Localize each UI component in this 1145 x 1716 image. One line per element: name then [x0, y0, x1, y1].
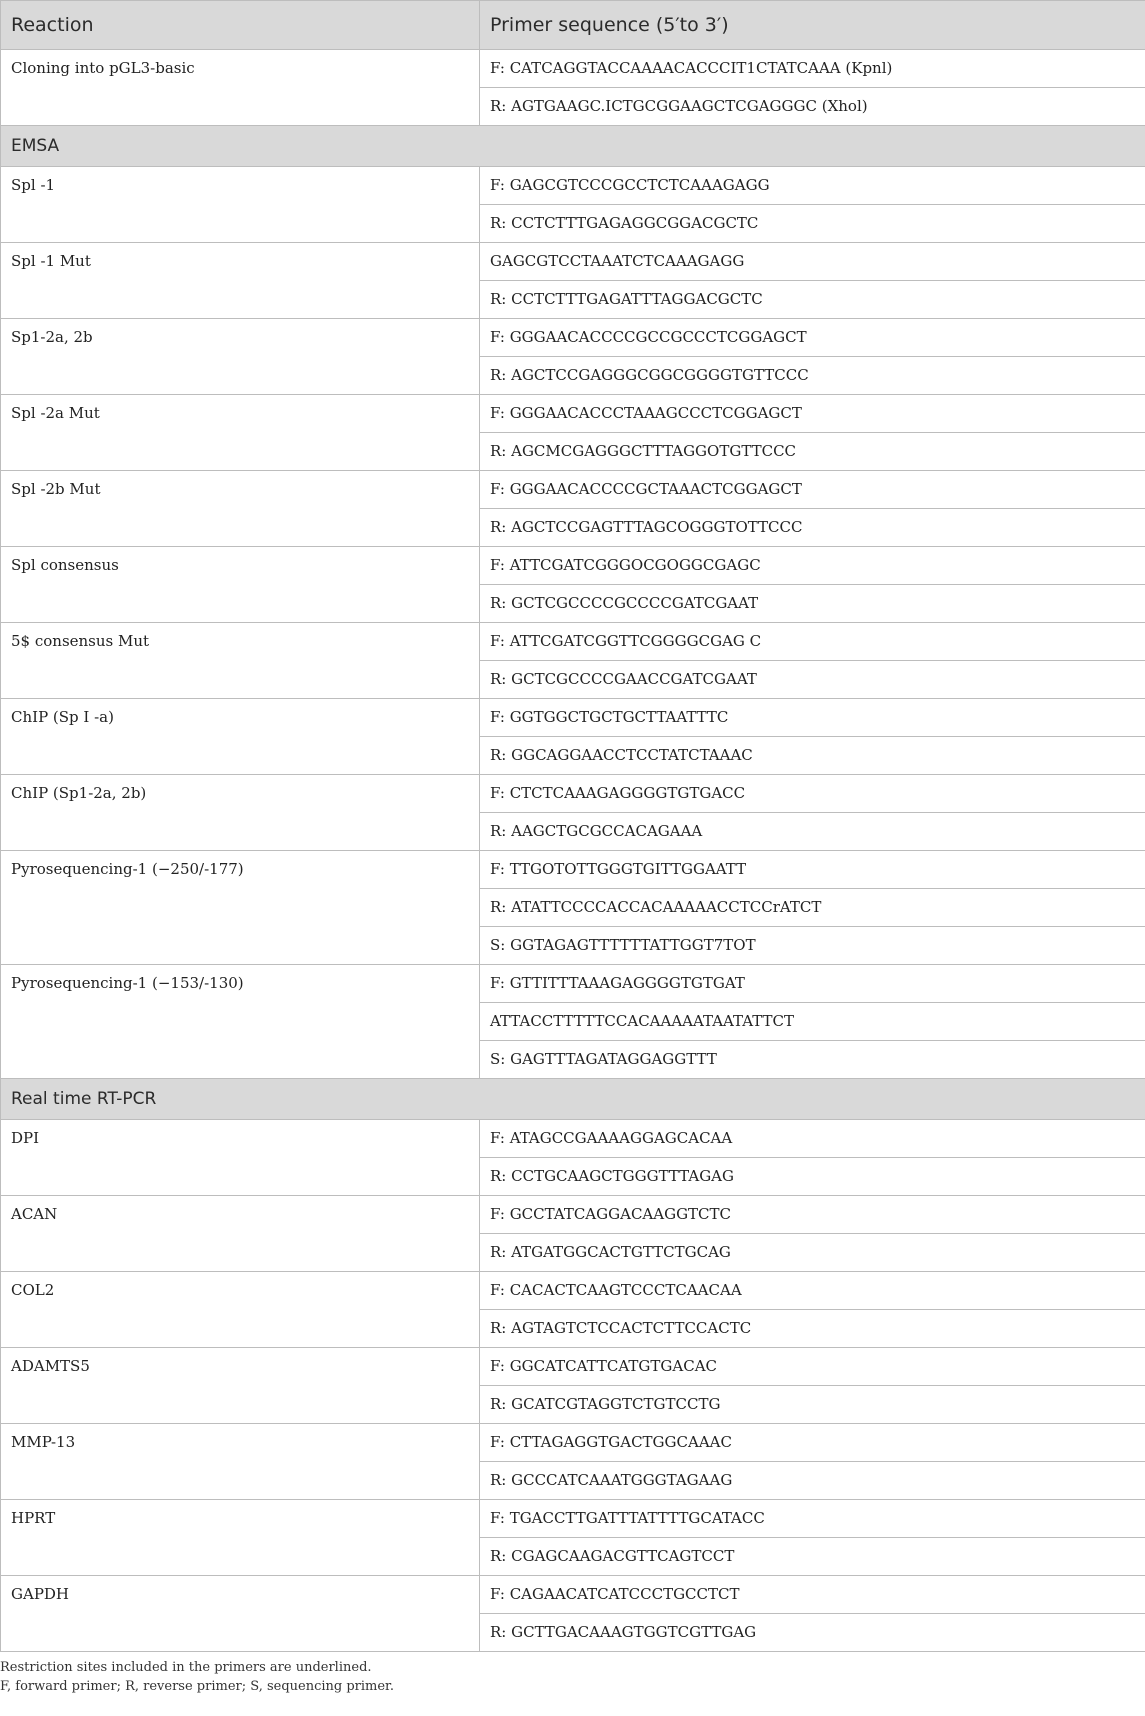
footnote-abbreviations: F, forward primer; R, reverse primer; S, sequencing primer. — [0, 1679, 394, 1694]
table-body — [1, 50, 1145, 1652]
primer-sequence-cell: R: GCATCGTAGGTCTGTCCTG — [480, 1386, 1145, 1424]
table-row — [1, 243, 1145, 281]
table-row — [1, 395, 1145, 433]
primer-sequence-cell: R: GCTCGCCCCGAACCGATCGAAT — [480, 661, 1145, 699]
primer-sequence-cell: ATTACCTTTTTCCACAAAAATAATATTCT — [480, 1003, 1145, 1041]
table-row — [1, 50, 1145, 88]
primer-sequence-cell: R: GCTCGCCCCGCCCCGATCGAAT — [480, 585, 1145, 623]
table-row — [1, 1272, 1145, 1310]
reaction-cell: GAPDH — [1, 1576, 480, 1652]
primer-sequence-cell: R: ATATTCCCCACCACAAAAACCTCCrATCT — [480, 889, 1145, 927]
primer-sequence-cell: R: AGCMCGAGGGCTTTAGGOTGTTCCC — [480, 433, 1145, 471]
primer-sequence-cell: F: GGTGGCTGCTGCTTAATTTC — [480, 699, 1145, 737]
table-row — [1, 547, 1145, 585]
primer-sequence-cell: R: AGCTCCGAGGGCGGCGGGGTGTTCCC — [480, 357, 1145, 395]
primer-sequence-cell: F: GGGAACACCCCGCCGCCCTCGGAGCT — [480, 319, 1145, 357]
primer-sequence-cell: F: GGGAACACCCTAAAGCCCTCGGAGCT — [480, 395, 1145, 433]
table-row — [1, 851, 1145, 889]
primer-sequence-cell: F: GTTITTTAAAGAGGGGTGTGAT — [480, 965, 1145, 1003]
primer-sequence-cell: F: CTCTCAAAGAGGGGTGTGACC — [480, 775, 1145, 813]
reaction-cell: DPI — [1, 1120, 480, 1196]
primer-sequence-cell: R: AGCTCCGAGTTTAGCOGGGTOTTCCC — [480, 509, 1145, 547]
primer-sequence-cell: F: GCCTATCAGGACAAGGTCTC — [480, 1196, 1145, 1234]
primer-sequence-cell: F: ATTCGATCGGGOCGOGGCGAGC — [480, 547, 1145, 585]
table-row — [1, 1424, 1145, 1462]
table-row — [1, 1348, 1145, 1386]
table-row — [1, 1576, 1145, 1614]
reaction-cell: MMP-13 — [1, 1424, 480, 1500]
reaction-cell: ACAN — [1, 1196, 480, 1272]
reaction-cell: Cloning into pGL3-basic — [1, 50, 480, 126]
reaction-cell: Pyrosequencing-1 (−250/-177) — [1, 851, 480, 965]
primer-sequence-cell: S: GAGTTTAGATAGGAGGTTT — [480, 1041, 1145, 1079]
table-row — [1, 471, 1145, 509]
reaction-cell: ADAMTS5 — [1, 1348, 480, 1424]
table-row — [1, 1500, 1145, 1538]
reaction-cell: Pyrosequencing-1 (−153/-130) — [1, 965, 480, 1079]
primer-sequence-cell: R: CCTCTTTGAGATTTAGGACGCTC — [480, 281, 1145, 319]
primer-sequence-cell: F: CATCAGGTACCAAAACACCCIT1CTATCAAA (Kpnl) — [480, 50, 1145, 88]
table-row — [1, 775, 1145, 813]
primer-sequence-cell: F: CAGAACATCATCCCTGCCTCT — [480, 1576, 1145, 1614]
table-row — [1, 965, 1145, 1003]
primer-sequence-cell: R: AAGCTGCGCCACAGAAA — [480, 813, 1145, 851]
primer-sequence-cell: S: GGTAGAGTTTTTTATTGGT7TOT — [480, 927, 1145, 965]
table-row — [1, 167, 1145, 205]
primer-sequence-cell: F: ATTCGATCGGTTCGGGGCGAG C — [480, 623, 1145, 661]
section-row — [1, 126, 1145, 167]
primer-sequence-cell: R: ATGATGGCACTGTTCTGCAG — [480, 1234, 1145, 1272]
primer-sequence-cell: F: CTTAGAGGTGACTGGCAAAC — [480, 1424, 1145, 1462]
reaction-cell: Spl -2a Mut — [1, 395, 480, 471]
primer-sequence-cell: R: GGCAGGAACCTCCTATCTAAAC — [480, 737, 1145, 775]
primer-sequence-cell: R: AGTGAAGC.ICTGCGGAAGCTCGAGGGC (Xhol) — [480, 88, 1145, 126]
table-footnotes — [0, 1652, 1145, 1696]
reaction-cell: COL2 — [1, 1272, 480, 1348]
reaction-cell: Spl consensus — [1, 547, 480, 623]
primer-sequence-cell: R: GCTTGACAAAGTGGTCGTTGAG — [480, 1614, 1145, 1652]
section-label: Real time RT-PCR — [1, 1079, 1145, 1120]
primer-sequence-cell: F: TTGOTOTTGGGTGITTGGAATT — [480, 851, 1145, 889]
reaction-cell: Spl -1 Mut — [1, 243, 480, 319]
primer-sequence-cell: R: CCTCTTTGAGAGGCGGACGCTC — [480, 205, 1145, 243]
primer-sequence-cell: R: CCTGCAAGCTGGGTTTAGAG — [480, 1158, 1145, 1196]
footnote-underline: Restriction sites included in the primers are underlined. — [0, 1660, 372, 1675]
table-row — [1, 699, 1145, 737]
table-header — [1, 1, 1145, 50]
table-row — [1, 1196, 1145, 1234]
reaction-cell: Spl -2b Mut — [1, 471, 480, 547]
primer-sequence-cell: R: CGAGCAAGACGTTCAGTCCT — [480, 1538, 1145, 1576]
primer-sequence-cell: R: AGTAGTCTCCACTCTTCCACTC — [480, 1310, 1145, 1348]
primer-sequence-cell: R: GCCCATCAAATGGGTAGAAG — [480, 1462, 1145, 1500]
primer-sequence-cell: F: TGACCTTGATTTATTTTGCATACC — [480, 1500, 1145, 1538]
reaction-cell: ChIP (Sp I -a) — [1, 699, 480, 775]
header-primer-sequence: Primer sequence (5′to 3′) — [480, 1, 1145, 50]
reaction-cell: Sp1-2a, 2b — [1, 319, 480, 395]
reaction-cell: Spl -1 — [1, 167, 480, 243]
table-row — [1, 319, 1145, 357]
primer-sequence-cell: F: CACACTCAAGTCCCTCAACAA — [480, 1272, 1145, 1310]
table-row — [1, 1120, 1145, 1158]
header-row — [1, 1, 1145, 50]
section-row — [1, 1079, 1145, 1120]
header-reaction: Reaction — [1, 1, 480, 50]
primer-sequence-cell: GAGCGTCCTAAATCTCAAAGAGG — [480, 243, 1145, 281]
section-label: EMSA — [1, 126, 1145, 167]
reaction-cell: 5$ consensus Mut — [1, 623, 480, 699]
primer-sequence-cell: F: GGCATCATTCATGTGACAC — [480, 1348, 1145, 1386]
primer-sequence-cell: F: GGGAACACCCCGCTAAACTCGGAGCT — [480, 471, 1145, 509]
table-row — [1, 623, 1145, 661]
reaction-cell: HPRT — [1, 1500, 480, 1576]
primer-sequence-cell: F: GAGCGTCCCGCCTCTCAAAGAGG — [480, 167, 1145, 205]
reaction-cell: ChIP (Sp1-2a, 2b) — [1, 775, 480, 851]
primer-sequence-cell: F: ATAGCCGAAAAGGAGCACAA — [480, 1120, 1145, 1158]
